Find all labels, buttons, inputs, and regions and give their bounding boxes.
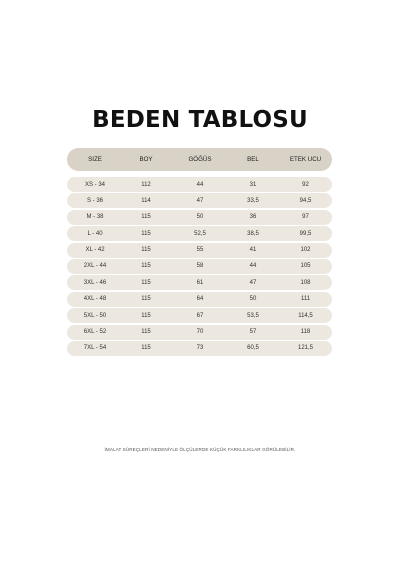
cell-boy: 115 <box>141 247 151 254</box>
cell-boy: 115 <box>141 312 151 319</box>
cell-etek-ucu: 102 <box>300 247 311 254</box>
cell-gogus: 64 <box>196 296 204 303</box>
cell-size: 7XL - 54 <box>83 345 107 352</box>
cell-size: XS - 34 <box>84 181 105 188</box>
cell-boy: 115 <box>141 263 151 270</box>
header-size: SIZE <box>88 156 102 163</box>
cell-bel: 47 <box>249 279 257 286</box>
cell-boy: 115 <box>141 329 151 336</box>
cell-size: 6XL - 52 <box>83 329 107 336</box>
cell-gogus: 58 <box>196 263 204 270</box>
cell-gogus: 52,5 <box>194 230 206 237</box>
cell-boy: 115 <box>141 345 151 352</box>
page-title: BEDEN TABLOSU <box>92 107 308 133</box>
header-boy: BOY <box>139 156 153 163</box>
cell-size: M - 38 <box>86 214 104 221</box>
cell-bel: 57 <box>249 329 257 336</box>
table-row <box>67 226 332 241</box>
cell-size: 4XL - 48 <box>83 296 107 303</box>
cell-bel: 50 <box>249 296 257 303</box>
table-row <box>67 177 332 192</box>
size-table <box>67 148 332 357</box>
cell-gogus: 73 <box>196 345 204 352</box>
cell-gogus: 47 <box>196 197 204 204</box>
table-row <box>67 341 332 356</box>
cell-bel: 53,5 <box>247 312 259 319</box>
cell-boy: 112 <box>141 181 151 188</box>
cell-etek-ucu: 114,5 <box>298 312 313 319</box>
cell-bel: 33,5 <box>247 197 259 204</box>
cell-boy: 115 <box>141 296 151 303</box>
header-etek-ucu: ETEK UCU <box>289 156 322 163</box>
cell-bel: 60,5 <box>247 345 259 352</box>
table-row <box>67 308 332 323</box>
cell-size: L - 40 <box>87 230 103 237</box>
cell-gogus: 67 <box>196 312 204 319</box>
cell-gogus: 50 <box>196 214 204 221</box>
cell-bel: 38,5 <box>247 230 259 237</box>
cell-boy: 114 <box>141 197 151 204</box>
cell-etek-ucu: 105 <box>300 263 311 270</box>
cell-size: S - 36 <box>86 197 103 204</box>
cell-size: XL - 42 <box>85 247 105 254</box>
table-row <box>67 193 332 208</box>
cell-bel: 44 <box>249 263 257 270</box>
cell-size: 2XL - 44 <box>83 263 107 270</box>
cell-boy: 115 <box>141 214 151 221</box>
cell-etek-ucu: 92 <box>302 181 309 188</box>
cell-etek-ucu: 108 <box>300 279 311 286</box>
cell-bel: 41 <box>249 247 257 254</box>
cell-boy: 115 <box>141 279 151 286</box>
header-gogus: GÖĞÜS <box>188 156 212 163</box>
cell-etek-ucu: 121,5 <box>297 345 313 352</box>
cell-etek-ucu: 97 <box>302 214 309 221</box>
cell-etek-ucu: 94,5 <box>299 197 312 204</box>
table-row <box>67 243 332 258</box>
table-row <box>67 275 332 290</box>
cell-gogus: 61 <box>196 279 204 286</box>
cell-etek-ucu: 99,5 <box>299 230 312 237</box>
cell-size: 5XL - 50 <box>83 312 107 319</box>
cell-gogus: 70 <box>196 329 204 336</box>
table-row <box>67 259 332 274</box>
table-header-row <box>67 148 332 171</box>
table-row <box>67 325 332 340</box>
cell-bel: 31 <box>249 181 257 188</box>
header-bel: BEL <box>247 156 259 163</box>
cell-gogus: 44 <box>196 181 204 188</box>
table-row <box>67 292 332 307</box>
cell-gogus: 55 <box>196 247 204 254</box>
footnote: İMALAT SÜREÇLERİ NEDENİYLE ÖLÇÜLERDE KÜÇÜK FARKLILIKLAR GÖRÜLEBİLİR. <box>104 447 296 452</box>
cell-etek-ucu: 118 <box>300 329 311 336</box>
cell-size: 3XL - 46 <box>83 279 107 286</box>
table-row <box>67 210 332 225</box>
cell-bel: 36 <box>249 214 257 221</box>
cell-etek-ucu: 111 <box>300 296 311 303</box>
cell-boy: 115 <box>141 230 151 237</box>
